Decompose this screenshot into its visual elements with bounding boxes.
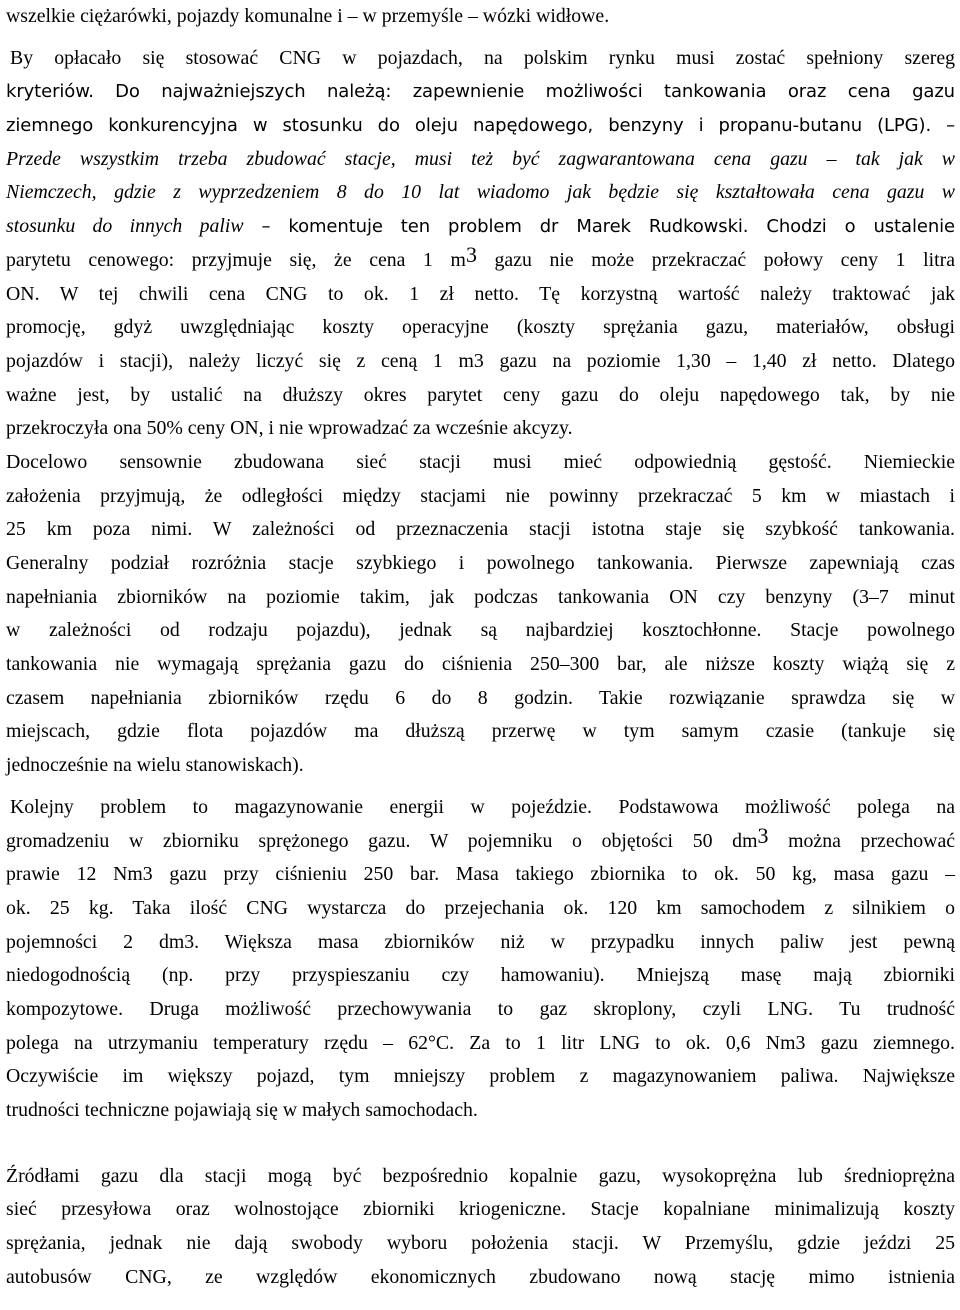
text-line: Źródłami gazu dla stacji mogą być bezpośrednio kopalnie gazu, wysokoprężna lub średnioprężna [6, 1164, 955, 1187]
text-line: pojemności 2 dm3. Większa masa zbiorników niż w przypadku innych paliw jest pewną [6, 930, 955, 953]
text-line: By opłacało się stosować CNG w pojazdach, na polskim rynku musi zostać spełniony szereg [10, 46, 955, 69]
text-line: promocję, gdyż uwzględniając koszty operacyjne (koszty sprężania gazu, materiałów, obsługi [6, 316, 955, 339]
text-line: tankowania nie wymagają sprężania gazu do ciśnienia 250–300 bar, ale niższe koszty wiążą się z [6, 653, 955, 676]
italic-quote-span: stosunku do innych paliw [6, 215, 244, 238]
text-line: miejscach, gdzie flota pojazdów ma dłuższą przerwę w tym samym czasie (tankuje się [6, 720, 955, 743]
text-line: napełniania zbiorników na poziomie takim, jak podczas tankowania ON czy benzyny (3–7 minut [6, 585, 955, 608]
text-span: można przechować [768, 829, 955, 852]
text-line: wszelkie ciężarówki, pojazdy komunalne i – w przemyśle – wózki widłowe. [6, 5, 610, 27]
text-line: sprężania, jednak nie dają swobody wyboru położenia stacji. W Przemyślu, gdzie jeździ 25 [6, 1232, 955, 1255]
text-line: Niemczech, gdzie z wyprzedzeniem 8 do 10 lat wiadomo jak będzie się kształtowała cena gazu w [6, 181, 955, 204]
text-line: Generalny podział rozróżnia stacje szybkiego i powolnego tankowania. Pierwsze zapewniają czas [6, 552, 955, 574]
text-line [6, 241, 955, 278]
text-line: ON. W tej chwili cena CNG to ok. 1 zł netto. Tę korzystną wartość należy traktować jak [6, 282, 955, 305]
text-line: ziemnego konkurencyjna w stosunku do oleju napędowego, benzyny i propanu-butanu (LPG). – [6, 115, 955, 137]
text-line: ok. 25 kg. Taka ilość CNG wystarcza do przejechania ok. 120 km samochodem z silnikiem o [6, 896, 955, 919]
text-line: polega na utrzymaniu temperatury rzędu – 62°C. Za to 1 litr LNG to ok. 0,6 Nm3 gazu ziemnego. [6, 1031, 955, 1054]
text-line: Oczywiście im większy pojazd, tym mniejszy problem z magazynowaniem paliwa. Największe [6, 1065, 955, 1088]
text-line: jednocześnie na wielu stanowiskach). [6, 754, 304, 777]
superscript: 3 [465, 241, 477, 267]
text-line: przekroczyła ona 50% ceny ON, i nie wprowadzać za wcześnie akcyzy. [6, 417, 573, 440]
text-line: w zależności od rodzaju pojazdu), jednak są najbardziej kosztochłonne. Stacje powolnego [6, 619, 955, 642]
text-line: niedogodnością (np. przy przyspieszaniu czy hamowaniu). Mniejszą masę mają zbiorniki [6, 964, 955, 987]
text-line: ważne jest, by ustalić na dłuższy okres parytet ceny gazu do oleju napędowego tak, by nie [6, 383, 955, 406]
text-line: 25 km poza nimi. W zależności od przeznaczenia stacji istotna staje się szybkość tankowania. [6, 518, 955, 541]
text-line: sieć przesyłowa oraz wolnostojące zbiorniki kriogeniczne. Stacje kopalniane minimalizują koszty [6, 1198, 955, 1221]
text-line: Kolejny problem to magazynowanie energii w pojeździe. Podstawowa możliwość polega na [10, 795, 955, 818]
text-line: pojazdów i stacji), należy liczyć się z ceną 1 m3 gazu na poziomie 1,30 – 1,40 zł netto. Dlatego [6, 349, 955, 372]
text-line: założenia przyjmują, że odległości między stacjami nie powinny przekraczać 5 km w miastach i [6, 484, 955, 507]
text-line: Docelowo sensownie zbudowana sieć stacji musi mieć odpowiednią gęstość. Niemieckie [6, 450, 955, 473]
text-line [6, 210, 955, 244]
text-span: gromadzeniu w zbiorniku sprężonego gazu. W pojemniku o objętości 50 dm [6, 829, 758, 852]
text-line: czasem napełniania zbiorników rzędu 6 do 8 godzin. Takie rozwiązanie sprawdza się w [6, 686, 955, 709]
text-line: prawie 12 Nm3 gazu przy ciśnieniu 250 bar. Masa takiego zbiornika to ok. 50 kg, masa gazu – [6, 863, 955, 886]
text-span: parytetu cenowego: przyjmuje się, że cena 1 m [6, 248, 466, 271]
text-span: – komentuje ten problem dr Marek Rudkowski. Chodzi o ustalenie [243, 216, 956, 238]
text-line: trudności techniczne pojawiają się w małych samochodach. [6, 1099, 478, 1121]
text-line: Przede wszystkim trzeba zbudować stacje, musi też być zagwarantowana cena gazu – tak jak w [6, 147, 955, 170]
text-line [6, 822, 955, 859]
superscript: 3 [757, 822, 769, 848]
text-line: kompozytowe. Druga możliwość przechowywania to gaz skroplony, czyli LNG. Tu trudność [6, 997, 955, 1020]
text-line: autobusów CNG, ze względów ekonomicznych zbudowano nową stację mimo istnienia [6, 1265, 955, 1288]
text-line: kryteriów. Do najważniejszych należą: zapewnienie możliwości tankowania oraz cena gazu [6, 81, 955, 103]
text-span: gazu nie może przekraczać połowy ceny 1 litra [476, 248, 955, 271]
